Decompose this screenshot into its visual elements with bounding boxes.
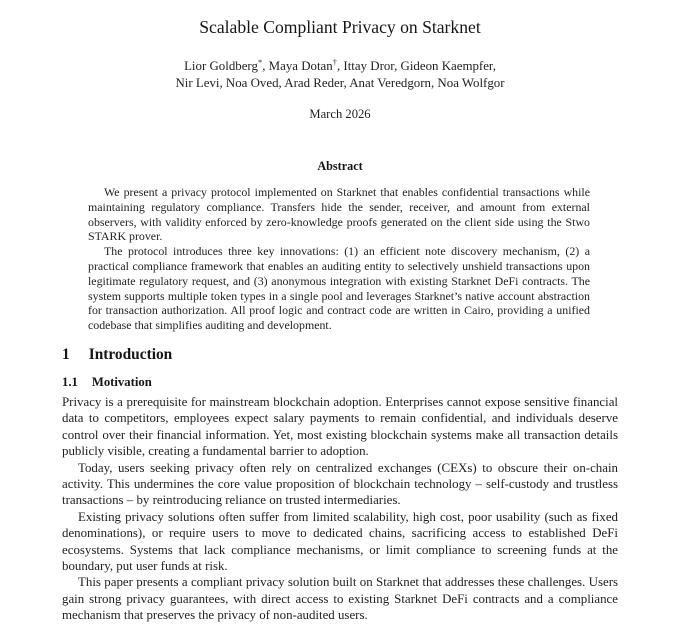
paper-title: Scalable Compliant Privacy on Starknet	[199, 17, 481, 37]
section-title: Introduction	[88, 345, 173, 363]
paper-date: March 2026	[309, 107, 371, 121]
body-paragraph-1: Privacy is a prerequisite for mainstream blockchain adoption. Enterprises cannot expose sensitive financial data to competitors, employees expect salary payments to remain confidential, and individuals deserve control over their financial information. Yet, most existing blockchain systems make all transaction details publicly visible, creating a fundamental barrier to adoption.	[62, 394, 618, 459]
abstract-section	[62, 159, 618, 333]
abstract-heading: Abstract	[317, 159, 363, 173]
section-heading-introduction	[62, 346, 618, 364]
body-paragraph-3: Existing privacy solutions often suffer from limited scalability, high cost, poor usability (such as fixed denominations), or require users to move to dedicated chains, sacrificing access to established DeFi ecosystems. Systems that lack compliance mechanisms, or limit compliance to screening funds at the boundary, put user funds at risk.	[62, 509, 618, 574]
section-number: 1	[62, 345, 70, 363]
subsection-heading-motivation	[62, 375, 618, 389]
author-name: , Ittay Dror, Gideon Kaempfer,	[336, 59, 496, 73]
abstract-body	[88, 185, 590, 333]
body-text	[62, 394, 618, 624]
author-name: Lior Goldberg	[184, 59, 258, 73]
author-line-1	[62, 58, 618, 75]
subsection-number: 1.1	[62, 374, 78, 389]
abstract-paragraph-1: We present a privacy protocol implemented on Starknet that enables confidential transactions while maintaining regulatory compliance. Transfers hide the sender, receiver, and amount from external observers, with validity enforced by zero-knowledge proofs generated on the client side using the Stwo STARK prover.	[88, 185, 590, 244]
body-paragraph-2: Today, users seeking privacy often rely on centralized exchanges (CEXs) to obscure their on-chain activity. This undermines the core value proposition of blockchain technology – self-custody and trustless transactions – by reintroducing reliance on trusted intermediaries.	[62, 460, 618, 508]
author-line-2: Nir Levi, Noa Oved, Arad Reder, Anat Veredgorn, Noa Wolfgor	[175, 75, 505, 90]
author-list	[62, 58, 618, 91]
abstract-paragraph-2: The protocol introduces three key innovations: (1) an efficient note discovery mechanism, (2) a practical compliance framework that enables an auditing entity to selectively unshield transactions upon legitimate regulatory request, and (3) anonymous integration with existing Starknet DeFi contracts. The system supports multiple token types in a single pool and leverages Starknet’s native account abstraction for transaction authorization. All proof logic and contract code are written in Cairo, providing a unified codebase that simplifies auditing and development.	[88, 244, 590, 333]
subsection-title: Motivation	[91, 374, 152, 389]
footnote-mark-asterisk: *	[257, 57, 263, 67]
body-paragraph-4: This paper presents a compliant privacy solution built on Starknet that addresses these challenges. Users gain strong privacy guarantees, with direct access to existing Starknet DeFi contracts and a compliance mechanism that preserves the privacy of non-audited users.	[62, 575, 618, 623]
author-name: , Maya Dotan	[262, 59, 333, 73]
footnote-mark-dagger: †	[332, 57, 337, 67]
